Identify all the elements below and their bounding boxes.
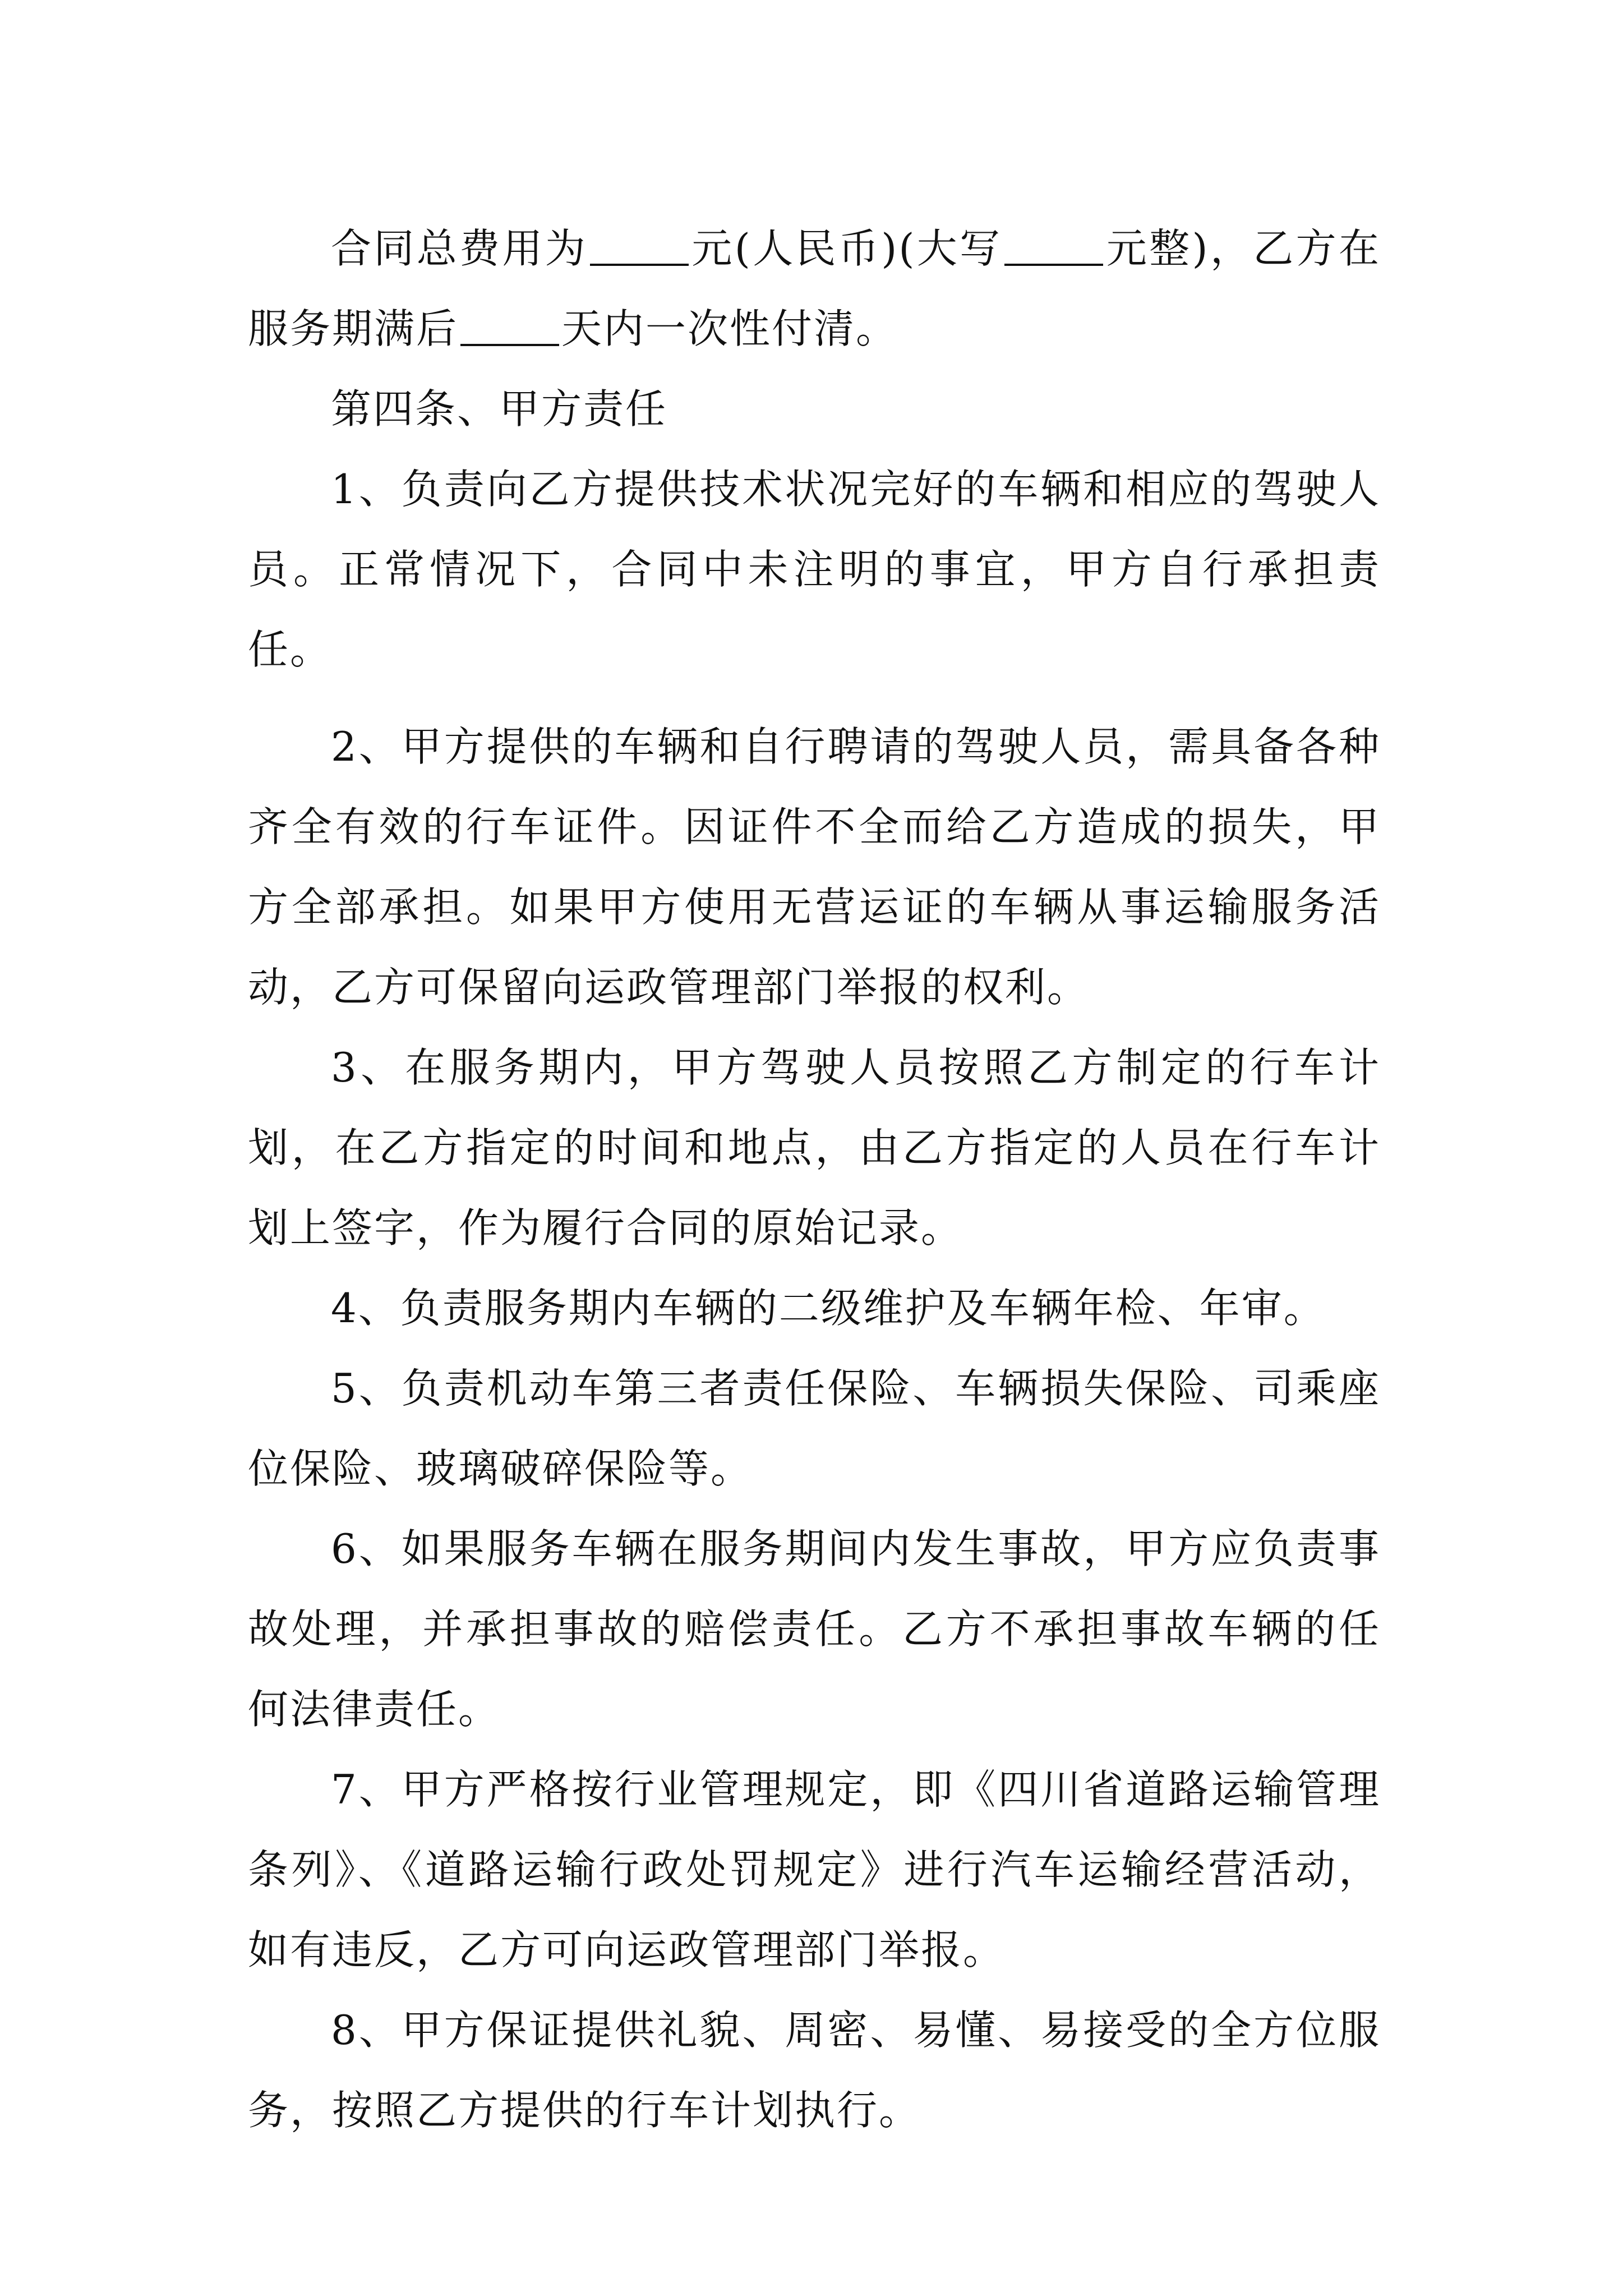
blank-amount-words-field xyxy=(1004,223,1103,266)
clause-2: 2、甲方提供的车辆和自行聘请的驾驶人员，需具备各种齐全有效的行车证件。因证件不全而给乙方造成的损失，甲方全部承担。如果甲方使用无营运证的车辆从事运输服务活动，乙方可保留向运政管理部门举报的权利。 xyxy=(248,723,1381,1011)
blank-amount-field xyxy=(590,223,689,266)
clause-5: 5、负责机动车第三者责任保险、车辆损失保险、司乘座位保险、玻璃破碎保险等。 xyxy=(248,1365,1381,1492)
clause-3: 3、在服务期内，甲方驾驶人员按照乙方制定的行车计划，在乙方指定的时间和地点，由乙方指定的人员在行车计划上签字，作为履行合同的原始记录。 xyxy=(248,1044,1381,1251)
clause-1: 1、负责向乙方提供技术状况完好的车辆和相应的驾驶人员。正常情况下，合同中未注明的事宜，甲方自行承担责任。 xyxy=(248,466,1381,673)
blank-days-field xyxy=(460,303,559,346)
clause-6: 6、如果服务车辆在服务期间内发生事故，甲方应负责事故处理，并承担事故的赔偿责任。乙方不承担事故车辆的任何法律责任。 xyxy=(248,1525,1381,1733)
section-heading-article-4: 第四条、甲方责任 xyxy=(331,385,668,432)
clause-8: 8、甲方保证提供礼貌、周密、易懂、易接受的全方位服务，按照乙方提供的行车计划执行。 xyxy=(248,2007,1381,2134)
text-fee-currency: 元(人民币)(大写 xyxy=(691,225,1003,272)
document-body xyxy=(248,209,1381,2151)
text-fee-payment: 元整)，乙方在服务期满后 xyxy=(248,225,1381,352)
text-fee-end: 天内一次性付清。 xyxy=(561,305,898,352)
clause-7: 7、甲方严格按行业管理规定，即《四川省道路运输管理条列》、《道路运输行政处罚规定》进行汽车运输经营活动，如有违反，乙方可向运政管理部门举报。 xyxy=(248,1766,1381,1973)
paragraph-total-fee xyxy=(248,209,1381,369)
clause-4: 4、负责服务期内车辆的二级维护及车辆年检、年审。 xyxy=(331,1285,1326,1332)
text-fee-intro: 合同总费用为 xyxy=(331,225,588,272)
